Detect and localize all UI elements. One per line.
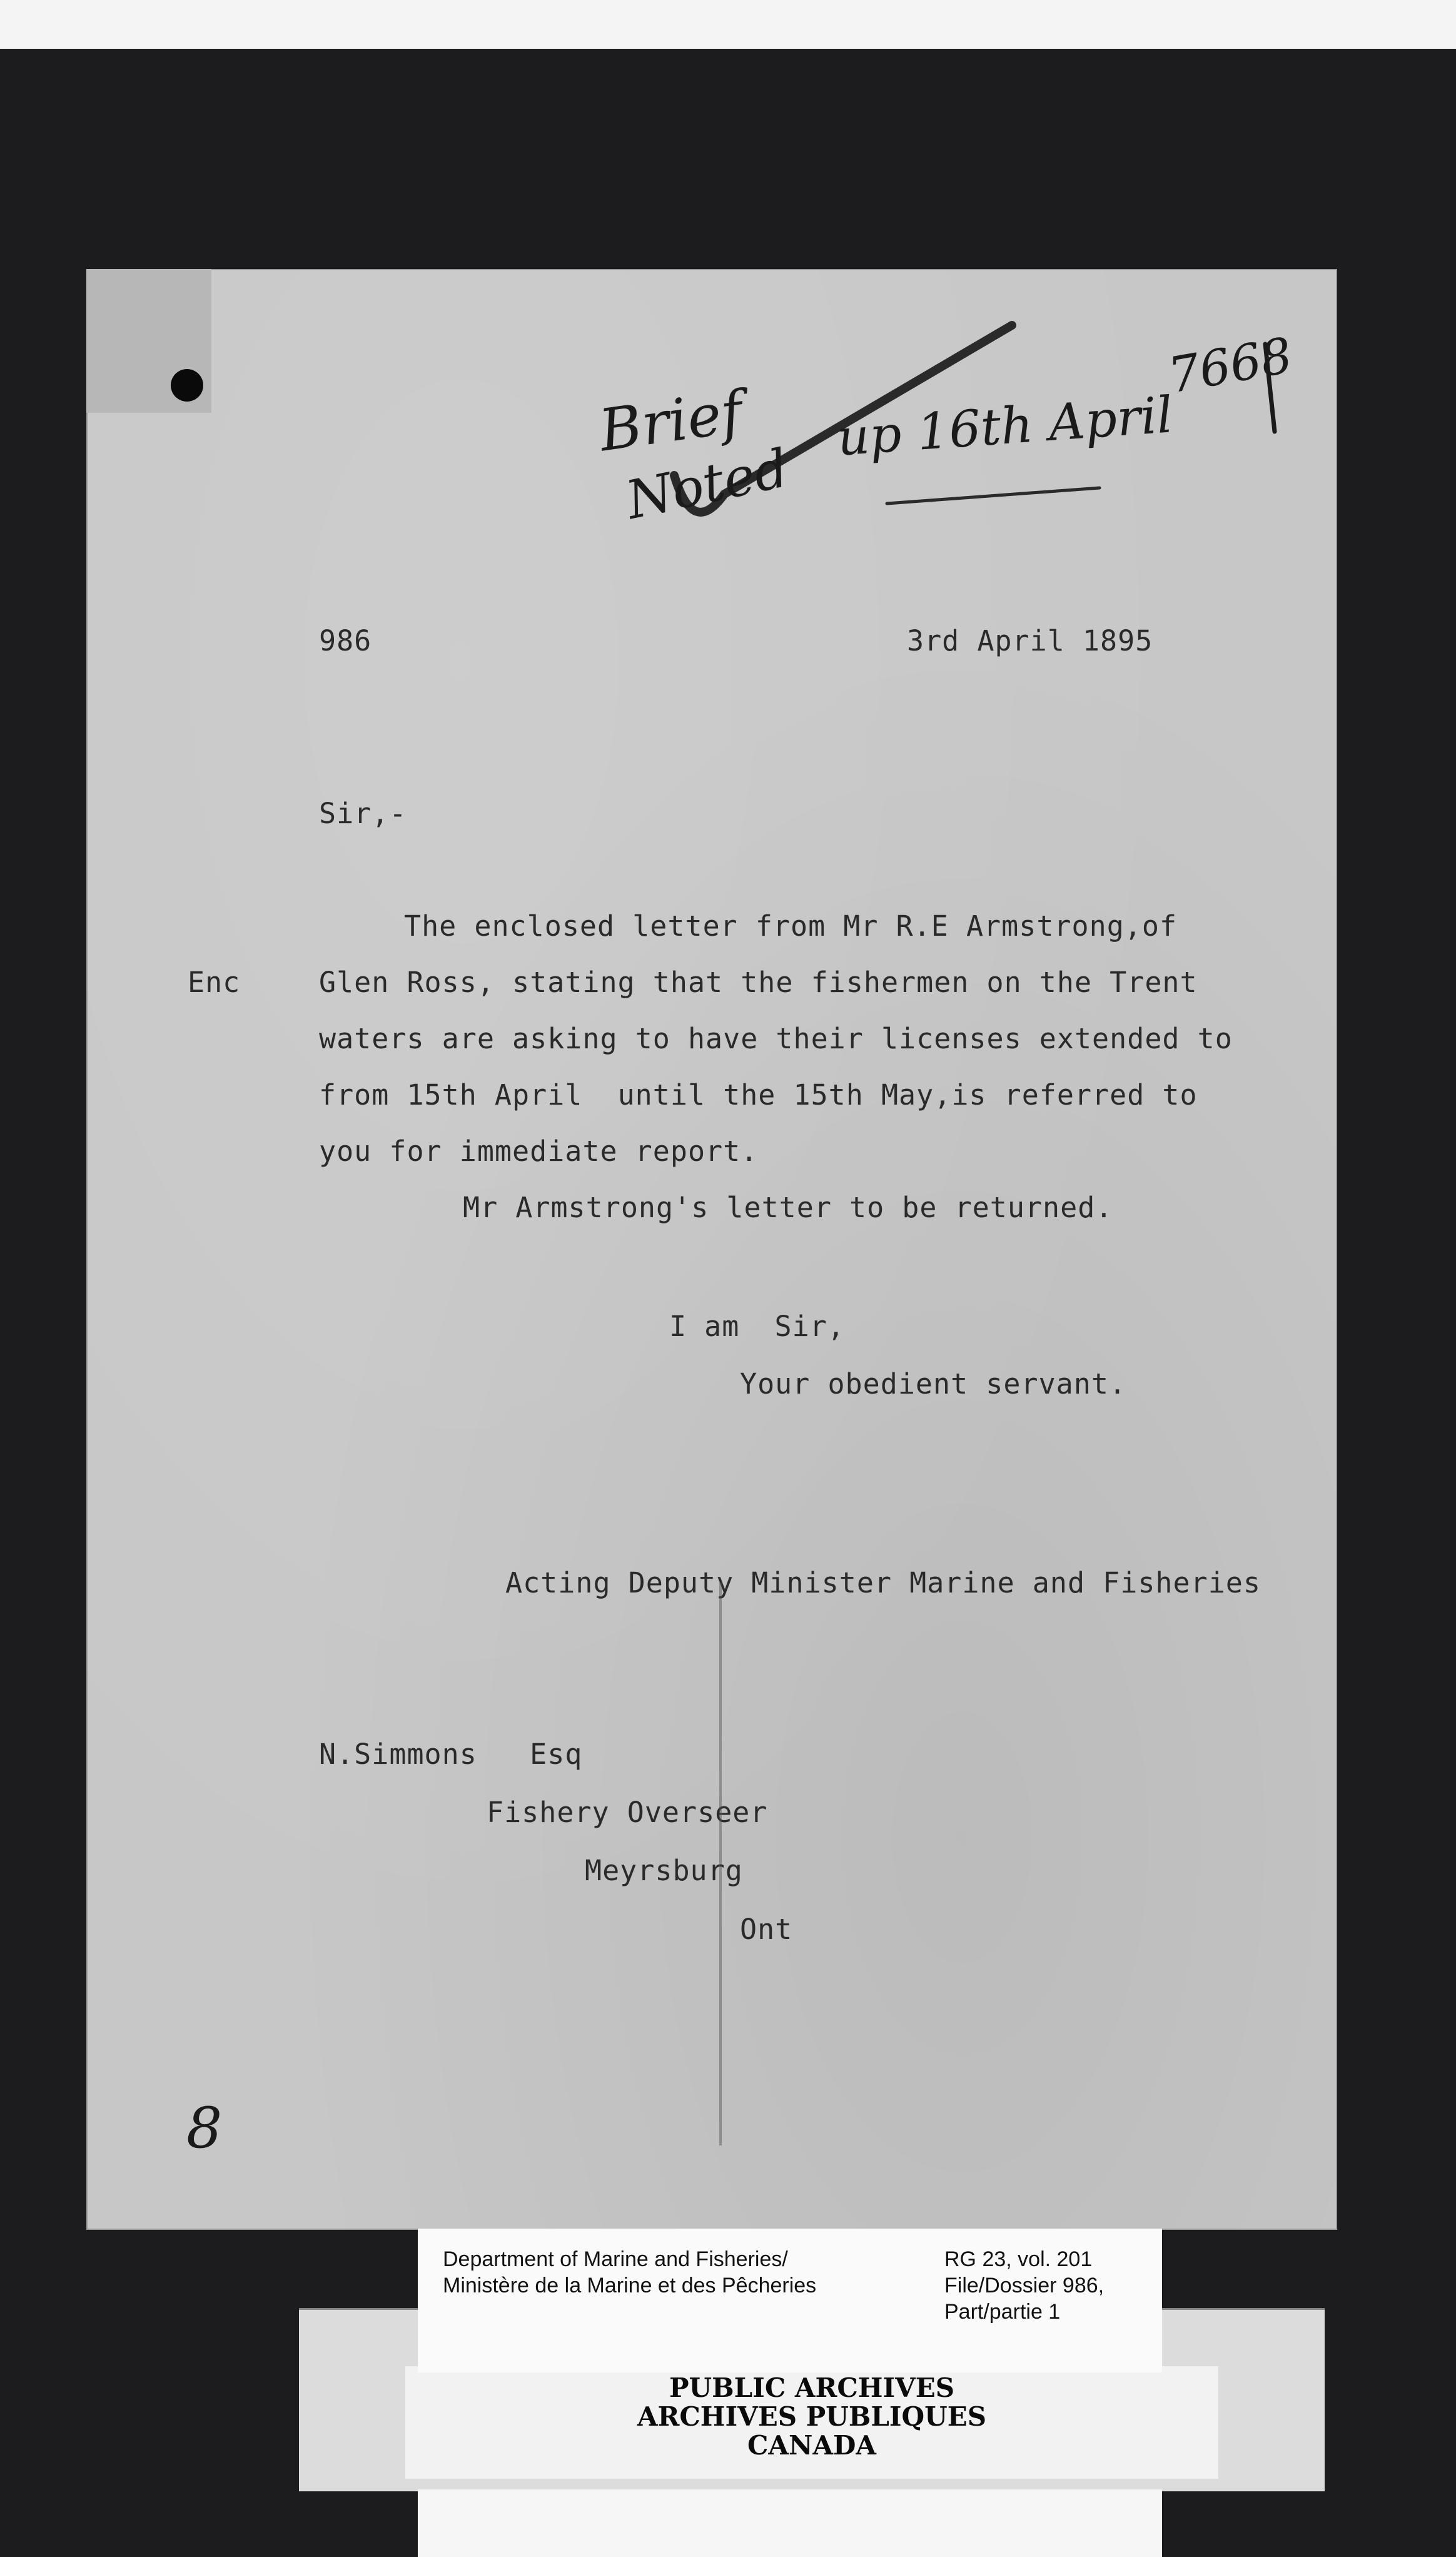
reference-part: Part/partie 1 <box>944 2300 1061 2324</box>
label-bottom-strip <box>418 2489 1162 2557</box>
top-border <box>0 0 1456 49</box>
underline-stroke <box>887 488 1100 504</box>
postscript: Mr Armstrong's letter to be returned. <box>463 1191 1113 1224</box>
punch-hole <box>171 369 203 402</box>
archive-reference-label <box>418 2229 1162 2372</box>
handwritten-note-date: up 16th April <box>835 385 1175 467</box>
letter-date: 3rd April 1895 <box>907 624 1153 657</box>
salutation: Sir,- <box>319 797 407 830</box>
handwritten-ref-number: 7668 <box>1164 327 1297 405</box>
recipient-name: N.Simmons Esq <box>319 1738 583 1771</box>
body-line-1: The enclosed letter from Mr R.E Armstrong,of <box>404 909 1178 943</box>
reference-file: File/Dossier 986, <box>944 2274 1105 2297</box>
handwritten-note-brief: Brief <box>595 378 747 465</box>
body-line-4: from 15th April until the 15th May,is referred to <box>319 1078 1198 1111</box>
page-crease <box>719 1582 722 2145</box>
closing-line-1: I am Sir, <box>669 1310 845 1343</box>
department-french: Ministère de la Marine et des Pêcheries <box>443 2274 817 2297</box>
enclosure-note: Enc <box>188 966 241 999</box>
handwritten-note-noted: Noted <box>620 437 794 532</box>
letter-page <box>86 269 1337 2230</box>
stamp-line-1: PUBLIC ARCHIVES <box>669 2372 955 2403</box>
reference-record-group: RG 23, vol. 201 <box>944 2247 1093 2271</box>
signature-title: Acting Deputy Minister Marine and Fisheries <box>505 1566 1261 1599</box>
body-line-5: you for immediate report. <box>319 1135 759 1168</box>
closing-line-2: Your obedient servant. <box>740 1367 1127 1400</box>
file-number: 986 <box>319 624 372 657</box>
recipient-province: Ont <box>740 1913 793 1946</box>
recipient-place: Meyrsburg <box>585 1854 743 1887</box>
recipient-position: Fishery Overseer <box>487 1796 768 1829</box>
department-english: Department of Marine and Fisheries/ <box>443 2247 788 2271</box>
body-line-2: Glen Ross, stating that the fishermen on the Trent <box>319 966 1198 999</box>
handwritten-bottom-mark: 8 <box>186 2095 223 2161</box>
stamp-line-2: ARCHIVES PUBLIQUES <box>637 2401 987 2432</box>
stamp-line-3: CANADA <box>747 2430 876 2461</box>
body-line-3: waters are asking to have their licenses extended to <box>319 1022 1233 1055</box>
archive-stamp <box>405 2366 1218 2479</box>
